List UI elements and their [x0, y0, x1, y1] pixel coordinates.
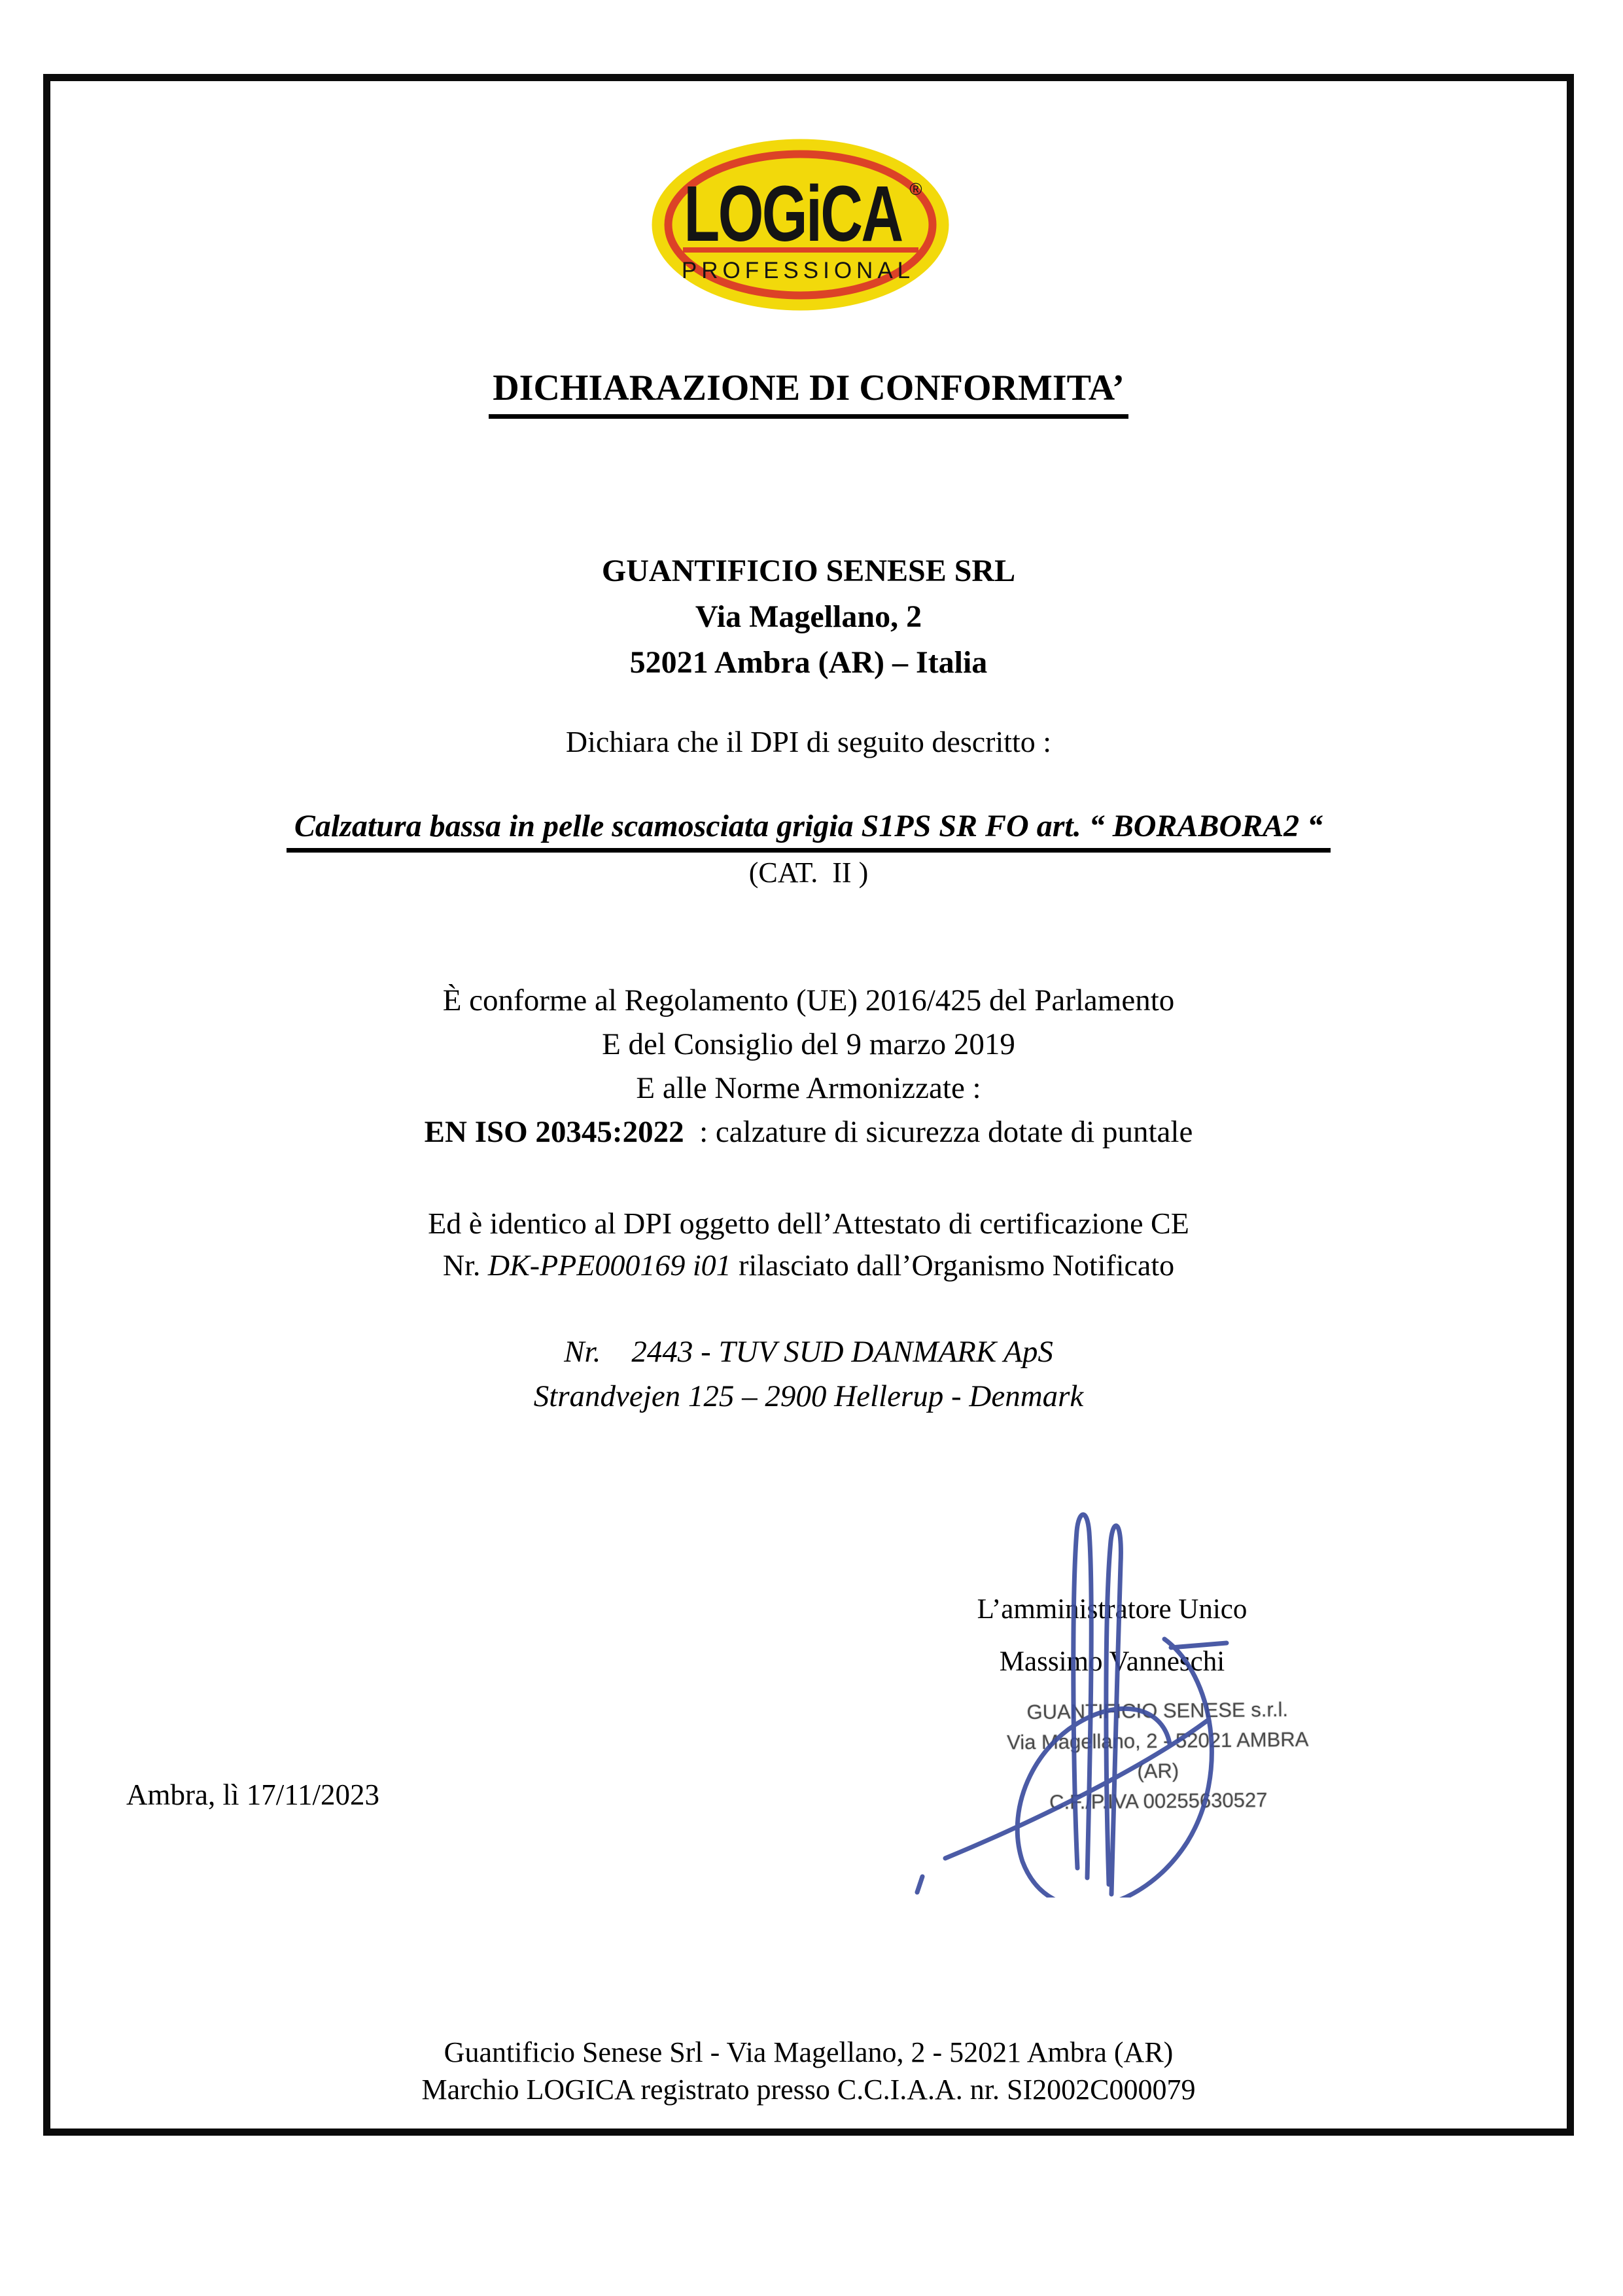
footer-company-line: Guantificio Senese Srl - Via Magellano, 2 - 52021 Ambra (AR) [444, 2036, 1174, 2068]
product-description: Calzatura bassa in pelle scamosciata grigia S1PS SR FO art. “ BORABORA2 “ [287, 807, 1331, 853]
stamp-company-name: GUANTIFICIO SENESE s.r.l. [1026, 1697, 1289, 1724]
conformity-line-1: È conforme al Regolamento (UE) 2016/425 del Parlamento [442, 983, 1175, 1017]
certificate-number-prefix: Nr. [442, 1248, 488, 1282]
notified-body-address: Strandvejen 125 – 2900 Hellerup - Denmark [533, 1379, 1084, 1413]
attestation-line-2-rest: rilasciato dall’Organismo Notificato [731, 1248, 1175, 1282]
stamp-vat-number: C.F./P.IVA 00255630527 [1049, 1788, 1268, 1814]
company-stamp [987, 1694, 1329, 1818]
conformity-standard-line [50, 1110, 1567, 1154]
company-address-city: 52021 Ambra (AR) – Italia [629, 645, 988, 680]
footer-block [50, 2034, 1567, 2108]
signatory-name: Massimo Vanneschi [999, 1646, 1225, 1677]
company-name: GUANTIFICIO SENESE SRL [601, 554, 1016, 588]
declaration-intro: Dichiara che il DPI di seguito descritto : [565, 725, 1052, 758]
notified-body-block [50, 1330, 1567, 1419]
footer-trademark-line: Marchio LOGICA registrato presso C.C.I.A.A. nr. SI2002C000079 [421, 2074, 1196, 2106]
signatory-role: L’amministratore Unico [977, 1594, 1248, 1625]
logo-registered-mark: ® [909, 179, 922, 199]
conformity-block [50, 979, 1567, 1154]
place-and-date: Ambra, lì 17/11/2023 [126, 1778, 380, 1811]
attestation-line-1: Ed è identico al DPI oggetto dell’Attestato di certificazione CE [428, 1207, 1189, 1240]
product-line [50, 807, 1567, 853]
product-category: (CAT. II ) [748, 857, 869, 889]
logo-brand-text: LOGiCA [684, 170, 902, 258]
company-block [50, 548, 1567, 686]
signatory-block [916, 1583, 1308, 1688]
attestation-line-2 [50, 1245, 1567, 1286]
standard-code: EN ISO 20345:2022 [424, 1115, 684, 1149]
notified-body-name: Nr. 2443 - TUV SUD DANMARK ApS [564, 1335, 1053, 1369]
standard-description: : calzature di sicurezza dotate di puntale [684, 1115, 1193, 1149]
conformity-line-2: E del Consiglio del 9 marzo 2019 [602, 1027, 1015, 1061]
logica-logo [652, 139, 949, 311]
stamp-address: Via Magellano, 2 - 52021 AMBRA (AR) [1006, 1727, 1315, 1783]
document-title [50, 366, 1567, 419]
document-title-text: DICHIARAZIONE DI CONFORMITA’ [489, 366, 1128, 419]
certificate-number: DK-PPE000169 i01 [487, 1248, 731, 1282]
company-address-street: Via Magellano, 2 [695, 599, 922, 634]
conformity-line-3: E alle Norme Armonizzate : [636, 1071, 981, 1105]
logo-subtitle-text: PROFESSIONAL [681, 258, 915, 283]
attestation-block [50, 1203, 1567, 1286]
